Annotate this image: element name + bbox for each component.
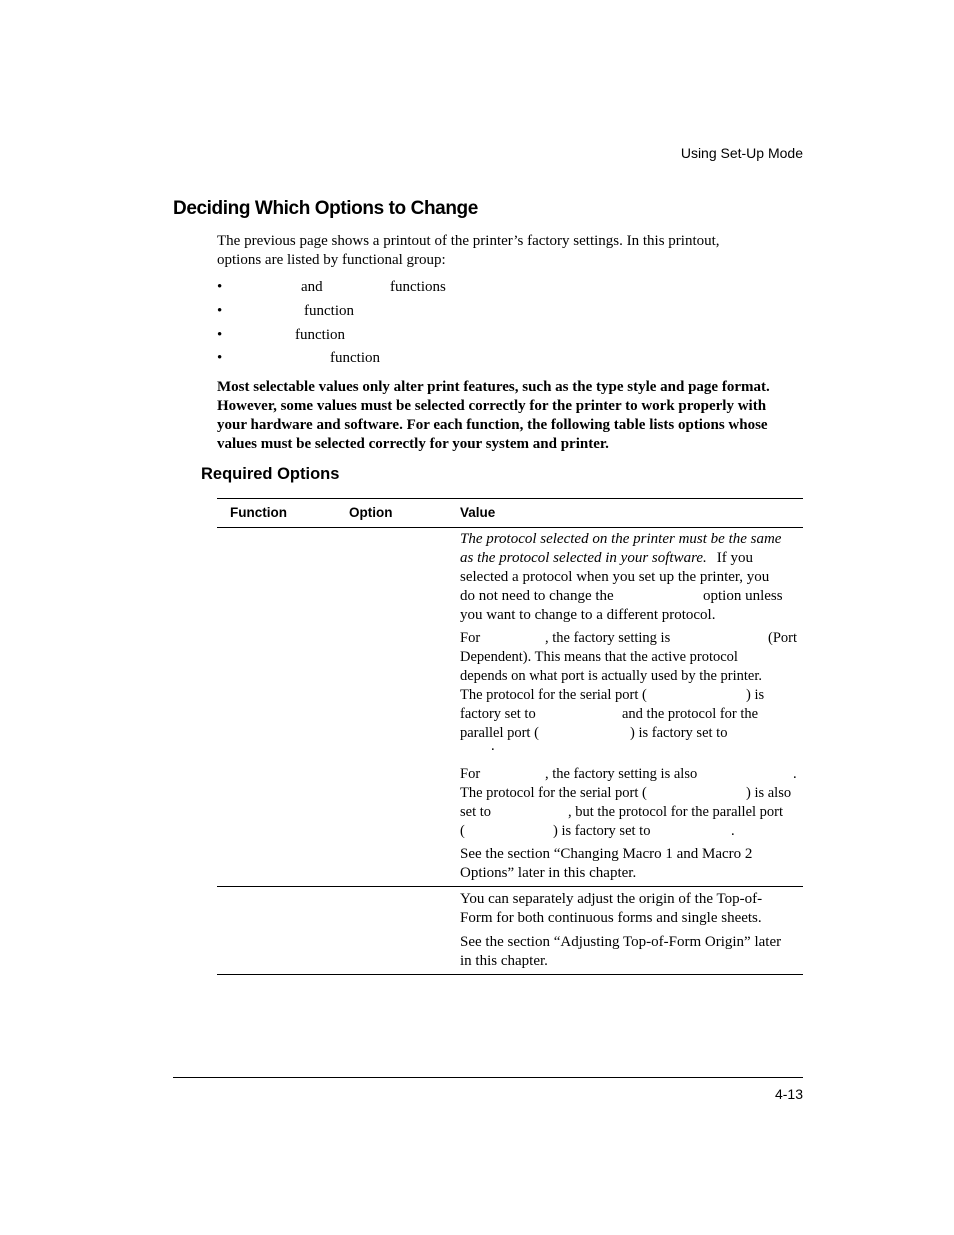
row2-paragraph-2 [460, 933, 805, 971]
row1-paragraph-3 [460, 765, 805, 841]
text-segment: ) is factory set to [553, 823, 651, 839]
row1-paragraph-2 [460, 629, 805, 762]
text-segment: , the factory setting is also [545, 766, 698, 782]
row1-paragraph-1 [460, 530, 805, 625]
text-line: You can separately adjust the origin of the Top-of- [460, 891, 763, 907]
text-segment: ) is factory set to [630, 725, 728, 741]
row2-paragraph-1 [460, 890, 805, 928]
text-segment: ) is [746, 687, 765, 703]
text-line: you want to change to a different protocol. [460, 607, 716, 623]
text-segment: For [460, 630, 481, 646]
bullet-word: function [304, 303, 354, 319]
bullet-symbol: • [217, 303, 223, 319]
text-line: selected a protocol when you set up the printer, you [460, 569, 770, 585]
text-segment: ( [460, 823, 465, 839]
text-segment: For [460, 766, 481, 782]
text-segment: option unless [703, 588, 783, 604]
note-line: Most selectable values only alter print features, such as the type style and page format. [217, 379, 770, 395]
italic-text: as the protocol selected in your software. [460, 550, 707, 566]
intro-line-2: options are listed by functional group: [217, 252, 446, 268]
row1-paragraph-4 [460, 845, 805, 883]
bullet-symbol: • [217, 350, 223, 366]
text-line: Options” later in this chapter. [460, 865, 637, 881]
list-item [217, 279, 446, 296]
text-line: The protocol selected on the printer must be the same [460, 531, 782, 547]
text-segment: parallel port ( [460, 725, 539, 741]
text-line [460, 686, 805, 705]
text-line [460, 822, 805, 841]
text-segment: . [793, 766, 797, 782]
text-line [460, 784, 805, 803]
important-note [217, 378, 807, 454]
text-segment: The protocol for the serial port ( [460, 785, 647, 801]
table-title: Required Options [201, 465, 340, 483]
text-segment: (Port [768, 630, 797, 646]
text-segment: , but the protocol for the parallel port [568, 804, 784, 820]
bullet-word: and [301, 279, 323, 295]
column-header-option: Option [349, 505, 393, 520]
text-segment: If you [716, 550, 754, 566]
list-item [217, 350, 380, 367]
table-top-rule [217, 498, 803, 499]
text-segment: factory set to [460, 706, 536, 722]
text-segment: and the protocol for the [622, 706, 759, 722]
text-segment: ) is also [746, 785, 792, 801]
text-line [460, 738, 805, 762]
header-rule [217, 527, 803, 528]
text-line [460, 705, 805, 724]
list-item [217, 303, 354, 320]
row-divider [217, 886, 803, 887]
list-item [217, 327, 345, 344]
text-segment: . [731, 823, 735, 839]
text-line [460, 724, 805, 743]
note-line: values must be selected correctly for your system and printer. [217, 436, 609, 452]
bullet-symbol: • [217, 279, 223, 295]
text-line: See the section “Adjusting Top-of-Form Origin” later [460, 934, 782, 950]
column-header-value: Value [460, 505, 496, 520]
note-line: your hardware and software. For each function, the following table lists options whose [217, 417, 768, 433]
bullet-symbol: • [217, 327, 223, 343]
text-segment: do not need to change the [460, 588, 614, 604]
text-line [460, 587, 805, 606]
text-segment: . [491, 738, 495, 754]
running-head: Using Set-Up Mode [680, 145, 803, 161]
text-line [460, 803, 805, 822]
page-number: 4-13 [774, 1086, 803, 1102]
text-line: Dependent). This means that the active protocol [460, 649, 738, 665]
table-bottom-rule [217, 974, 803, 975]
bullet-word: function [295, 327, 345, 343]
text-line [460, 549, 805, 568]
text-line: See the section “Changing Macro 1 and Macro 2 [460, 846, 753, 862]
footer-rule [173, 1077, 803, 1078]
text-segment: , the factory setting is [545, 630, 671, 646]
column-header-function: Function [230, 505, 287, 520]
bullet-word: function [330, 350, 380, 366]
bullet-word: functions [390, 279, 446, 295]
text-line [460, 629, 805, 648]
text-segment: set to [460, 804, 492, 820]
intro-line-1: The previous page shows a printout of the printer’s factory settings. In this printout, [217, 233, 720, 249]
text-line [460, 765, 805, 784]
text-segment: The protocol for the serial port ( [460, 687, 647, 703]
text-line: in this chapter. [460, 953, 548, 969]
text-line: depends on what port is actually used by the printer. [460, 668, 763, 684]
section-title: Deciding Which Options to Change [173, 198, 478, 219]
text-line: Form for both continuous forms and single sheets. [460, 910, 762, 926]
note-line: However, some values must be selected correctly for the printer to work properly with [217, 398, 767, 414]
